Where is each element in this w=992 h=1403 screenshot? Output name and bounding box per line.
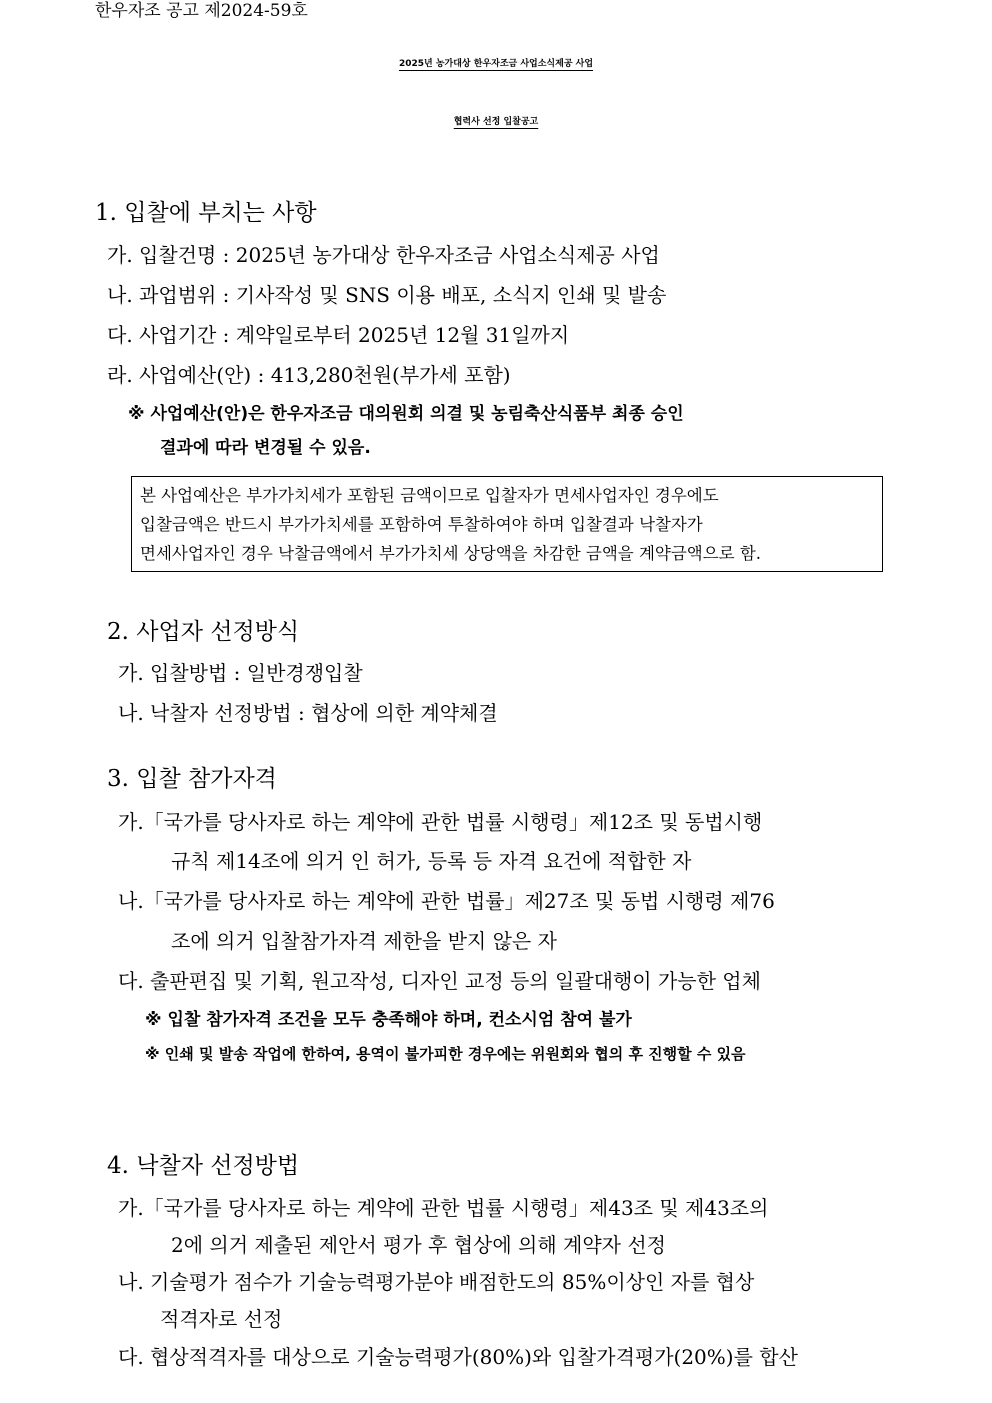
tax-notice-box: [131, 476, 883, 572]
section-2-heading: 2. 사업자 선정방식: [107, 619, 300, 645]
section-3-heading: 3. 입찰 참가자격: [107, 766, 277, 792]
section-4-item-b-line-1: 나. 기술평가 점수가 기술능력평가분야 배점한도의 85%이상인 자를 협상: [118, 1270, 755, 1294]
tax-notice-line-1: 본 사업예산은 부가가치세가 포함된 금액이므로 입찰자가 면세사업자인 경우에도: [140, 486, 719, 505]
section-1-item-b: 나. 과업범위 : 기사작성 및 SNS 이용 배포, 소식지 인쇄 및 발송: [107, 283, 667, 307]
tax-notice-line-2: 입찰금액은 반드시 부가가치세를 포함하여 투찰하여야 하며 입찰결과 낙찰자가: [140, 515, 703, 534]
section-2-item-a: 가. 입찰방법 : 일반경쟁입찰: [118, 661, 363, 685]
section-2-item-b: 나. 낙찰자 선정방법 : 협상에 의한 계약체결: [118, 701, 498, 725]
section-4-heading: 4. 낙찰자 선정방법: [107, 1153, 300, 1179]
section-4-item-c: 다. 협상적격자를 대상으로 기술능력평가(80%)와 입찰가격평가(20%)를 합산: [118, 1345, 798, 1369]
section-3-item-b-line-2: 조에 의거 입찰참가자격 제한을 받지 않은 자: [171, 929, 557, 953]
eligibility-note-1: ※ 입찰 참가자격 조건을 모두 충족해야 하며, 컨소시엄 참여 불가: [145, 1010, 632, 1030]
section-3-item-a-line-2: 규칙 제14조에 의거 인 허가, 등록 등 자격 요건에 적합한 자: [171, 849, 692, 873]
section-3-item-b-line-1: 나.「국가를 당사자로 하는 계약에 관한 법률」제27조 및 동법 시행령 제76: [118, 889, 775, 913]
section-4-item-a-line-1: 가.「국가를 당사자로 하는 계약에 관한 법률 시행령」제43조 및 제43조의: [118, 1196, 769, 1220]
section-4-item-b-line-2: 적격자로 선정: [160, 1307, 283, 1331]
notice-number: 한우자조 공고 제2024-59호: [95, 1, 308, 21]
budget-note-line-1: ※ 사업예산(안)은 한우자조금 대의원회 의결 및 농림축산식품부 최종 승인: [128, 404, 684, 424]
section-1-item-a: 가. 입찰건명 : 2025년 농가대상 한우자조금 사업소식제공 사업: [107, 243, 660, 267]
section-1-heading: 1. 입찰에 부치는 사항: [95, 200, 317, 226]
section-1-item-c: 다. 사업기간 : 계약일로부터 2025년 12월 31일까지: [107, 323, 570, 347]
section-3-item-c: 다. 출판편집 및 기획, 원고작성, 디자인 교정 등의 일괄대행이 가능한 업체: [118, 969, 761, 993]
section-3-item-a-line-1: 가.「국가를 당사자로 하는 계약에 관한 법률 시행령」제12조 및 동법시행: [118, 810, 763, 834]
budget-note-line-2: 결과에 따라 변경될 수 있음.: [160, 438, 371, 458]
section-4-item-a-line-2: 2에 의거 제출된 제안서 평가 후 협상에 의해 계약자 선정: [171, 1233, 666, 1257]
document-title-line-1: 2025년 농가대상 한우자조금 사업소식제공 사업: [398, 59, 594, 69]
eligibility-note-2: ※ 인쇄 및 발송 작업에 한하여, 용역이 불가피한 경우에는 위원회와 협의 후 진행할 수 있음: [145, 1045, 746, 1063]
document-title-line-2: 협력사 선정 입찰공고: [453, 117, 539, 127]
section-1-item-d: 라. 사업예산(안) : 413,280천원(부가세 포함): [107, 363, 511, 387]
tax-notice-line-3: 면세사업자인 경우 낙찰금액에서 부가가치세 상당액을 차감한 금액을 계약금액으로 함.: [140, 544, 762, 563]
